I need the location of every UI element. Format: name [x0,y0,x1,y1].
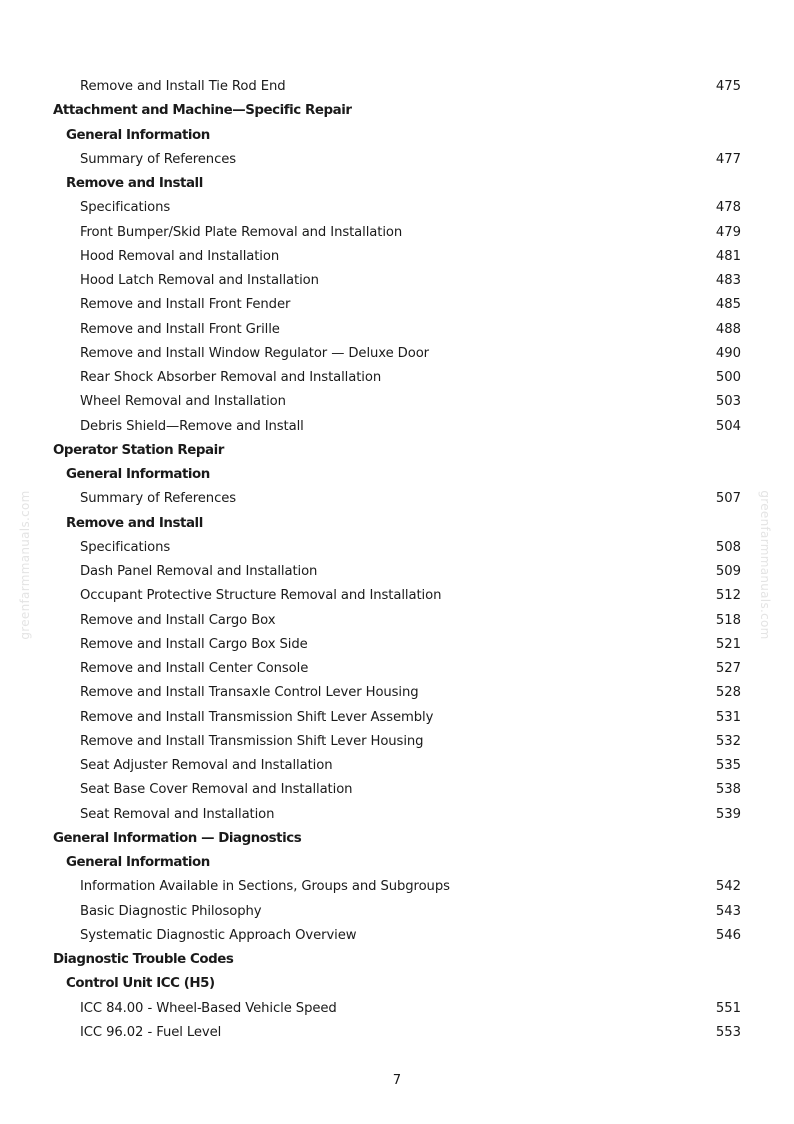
toc-entry [0,487,794,511]
toc-entry-page-number: 483 [715,273,741,288]
toc-entry-page-number: 490 [715,345,741,361]
toc-entry [0,997,794,1021]
toc-entry-title: Remove and Install Front Grille [80,321,280,337]
toc-entry-page-number: 475 [715,79,741,94]
toc-entry-title: Remove and Install Window Regulator — Deluxe Door [80,345,429,361]
toc-entry-title: Occupant Protective Structure Removal and Installation [80,588,442,604]
toc-entry-page-number: 528 [715,685,741,701]
toc-subsection-heading [0,124,794,148]
toc-entry-title: Attachment and Machine—Specific Repair [53,103,352,119]
watermark-right: greenfarmmanuals.com [758,490,772,640]
toc-entry [0,730,794,754]
toc-subsection-heading [0,463,794,487]
toc-entry-page-number: 546 [715,927,741,943]
toc-entry-title: Specifications [80,200,171,216]
toc-entry-page-number: 543 [715,903,741,919]
toc-entry-title: Remove and Install Cargo Box Side [80,636,308,652]
toc-entry-title: Remove and Install [66,515,203,531]
page-number: 7 [392,1073,402,1088]
toc-entry [0,754,794,778]
toc-entry [0,584,794,608]
toc-section-heading [0,827,794,851]
toc-entry-page-number: 542 [715,879,741,895]
toc-entry-title: Rear Shock Absorber Removal and Installation [80,370,382,385]
toc-entry-title: Information Available in Sections, Groups and Subgroups [80,879,450,895]
toc-entry-page-number: 504 [715,418,741,434]
toc-entry [0,415,794,439]
toc-entry-title: Wheel Removal and Installation [80,394,286,410]
toc-entry-title: Remove and Install Transaxle Control Lever Housing [80,685,419,701]
toc-entry [0,318,794,342]
toc-entry-title: Front Bumper/Skid Plate Removal and Installation [80,224,403,240]
toc-entry-title: Seat Adjuster Removal and Installation [80,758,333,773]
toc-entry [0,706,794,730]
toc-entry [0,269,794,293]
toc-entry-title: Remove and Install Cargo Box [80,612,276,628]
toc-entry-page-number: 531 [715,709,741,725]
toc-entry-title: Summary of References [80,491,237,507]
toc-entry-title: Specifications [80,539,171,555]
toc-entry-title: General Information — Diagnostics [53,830,302,846]
toc-entry [0,245,794,269]
toc-entry-title: Seat Removal and Installation [80,806,275,822]
toc-entry-title: General Information [66,127,210,143]
toc-entry [0,196,794,220]
toc-entry-page-number: 477 [715,151,741,167]
toc-entry-page-number: 500 [715,370,741,385]
toc-entry-title: Remove and Install Front Fender [80,297,291,313]
toc-entry-title: Hood Latch Removal and Installation [80,273,319,288]
toc-entry-page-number: 503 [715,394,741,410]
toc-entry [0,75,794,99]
toc-entry-page-number: 488 [715,321,741,337]
toc-entry-title: Seat Base Cover Removal and Installation [80,782,353,798]
toc-entry [0,536,794,560]
toc-entry-page-number: 532 [715,733,741,749]
toc-entry [0,390,794,414]
toc-entry [0,900,794,924]
toc-entry-page-number: 479 [715,224,741,240]
toc-entry-title: Summary of References [80,151,237,167]
toc-entry-page-number: 508 [715,539,741,555]
toc-entry-title: Operator Station Repair [53,442,224,458]
toc-entry-page-number: 538 [715,782,741,798]
toc-entry-title: Dash Panel Removal and Installation [80,564,318,579]
table-of-contents [0,75,794,1045]
toc-subsection-heading [0,512,794,536]
toc-entry [0,803,794,827]
toc-entry-title: Remove and Install [66,176,203,191]
toc-entry-page-number: 481 [715,248,741,264]
toc-entry-title: Control Unit ICC (H5) [66,976,215,992]
toc-entry-page-number: 509 [715,564,741,579]
toc-entry-title: Hood Removal and Installation [80,248,280,264]
watermark-left: greenfarmmanuals.com [18,490,32,640]
toc-entry-title: ICC 84.00 - Wheel-Based Vehicle Speed [80,1000,337,1016]
toc-entry-title: Remove and Install Transmission Shift Lever Assembly [80,709,434,725]
toc-entry-page-number: 551 [715,1000,741,1016]
toc-entry [0,875,794,899]
toc-subsection-heading [0,172,794,196]
toc-entry-title: Basic Diagnostic Philosophy [80,903,262,919]
toc-entry-title: Diagnostic Trouble Codes [53,952,234,967]
toc-section-heading [0,439,794,463]
toc-entry [0,633,794,657]
toc-entry [0,293,794,317]
toc-entry [0,681,794,705]
toc-entry-title: Remove and Install Center Console [80,661,309,676]
toc-entry-page-number: 512 [715,588,741,604]
toc-section-heading [0,948,794,972]
toc-entry-page-number: 518 [715,612,741,628]
toc-subsection-heading [0,972,794,996]
toc-entry-title: General Information [66,855,210,870]
toc-section-heading [0,99,794,123]
toc-entry [0,560,794,584]
toc-entry-page-number: 478 [715,200,741,216]
toc-entry [0,366,794,390]
toc-entry-title: Systematic Diagnostic Approach Overview [80,927,357,943]
toc-entry [0,778,794,802]
toc-entry-title: ICC 96.02 - Fuel Level [80,1024,222,1040]
toc-entry [0,609,794,633]
toc-entry [0,924,794,948]
toc-entry-page-number: 535 [715,758,741,773]
toc-entry-page-number: 553 [715,1024,741,1040]
toc-entry-title: General Information [66,467,210,482]
toc-entry-title: Remove and Install Tie Rod End [80,79,286,94]
toc-entry [0,221,794,245]
toc-entry-page-number: 527 [715,661,741,676]
toc-entry [0,1021,794,1045]
toc-entry-title: Remove and Install Transmission Shift Lever Housing [80,733,424,749]
toc-entry-page-number: 521 [715,636,741,652]
toc-entry-page-number: 485 [715,297,741,313]
toc-entry-title: Debris Shield—Remove and Install [80,418,304,434]
toc-entry-page-number: 539 [715,806,741,822]
toc-subsection-heading [0,851,794,875]
toc-entry [0,148,794,172]
toc-entry [0,657,794,681]
toc-entry-page-number: 507 [715,491,741,507]
toc-entry [0,342,794,366]
